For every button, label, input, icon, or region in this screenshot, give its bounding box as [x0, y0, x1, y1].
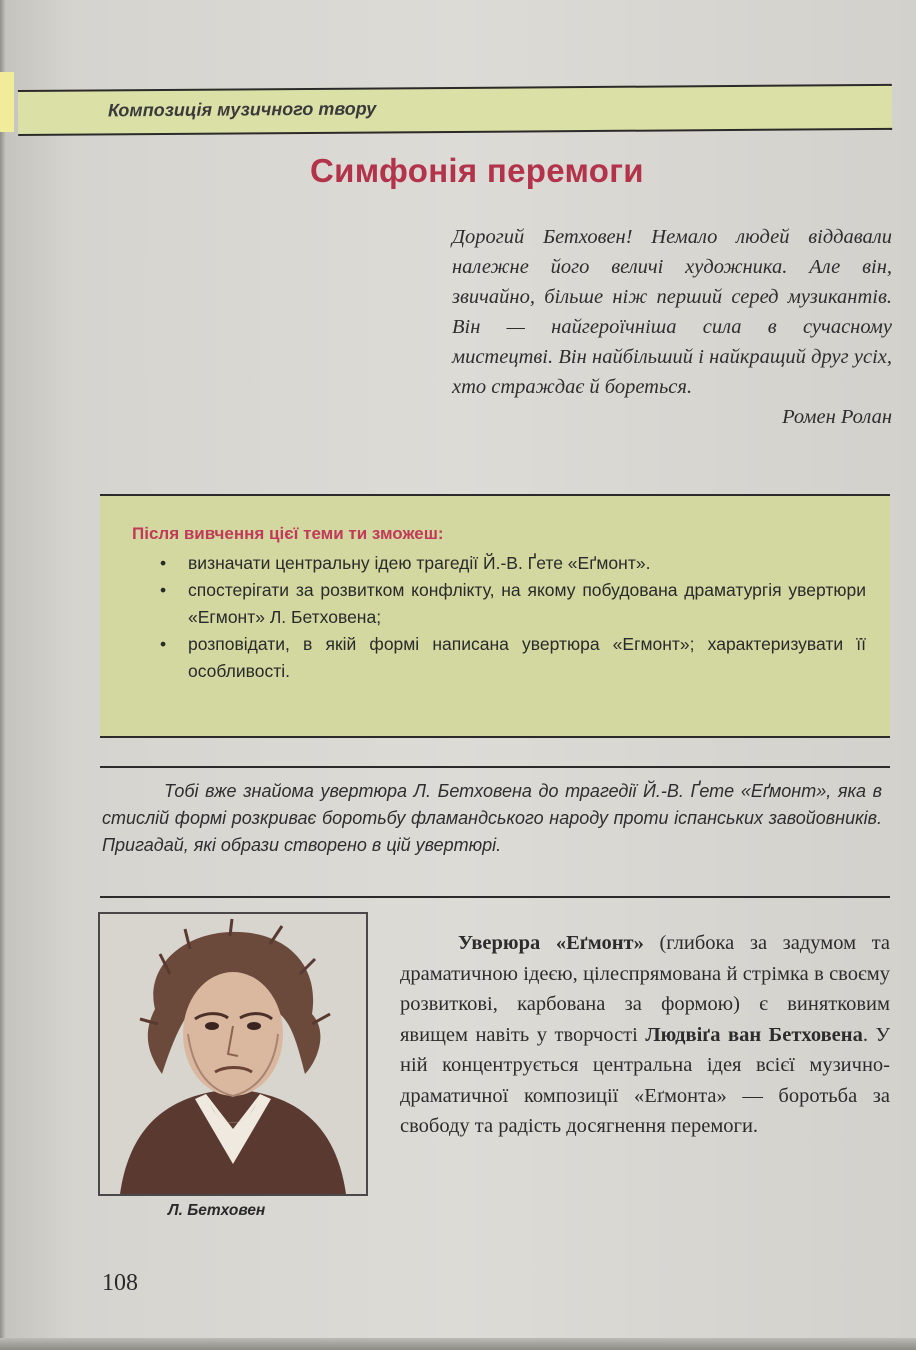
epigraph-text: Дорогий Бетховен! Немало людей віддавали належне його величі художника. Але він, звичайно, більше ніж перший серед музикантів. Він — найгероїчніша сила в сучасному мистецтві. Він найбільший і найкращий друг усіх, хто страждає й бореться. [452, 226, 892, 398]
portrait-caption: Л. Бетховен [168, 1202, 266, 1219]
learning-goals-title: Після вивчення цієї теми ти зможеш: [132, 524, 444, 543]
main-paragraph-lead: Уверюра «Еґмонт» [458, 932, 644, 954]
epigraph-author: Ромен Ролан [782, 406, 892, 428]
chapter-tab [0, 72, 14, 132]
beethoven-portrait-icon [100, 914, 366, 1194]
main-paragraph-part1: (глибока за задумом та драматичною ідеєю, цілеспрямована й стрімка в своєму розвиткові, карбована за формою) є винятковим явищем навіть у творчості [400, 932, 890, 1046]
page-binding-edge [0, 0, 6, 1350]
intro-paragraph: Тобі вже знайома увертюра Л. Бетховена до трагедії Й.-В. Ґете «Еґмонт», яка в стислій формі розкриває боротьбу фламандського народу проти іспанських завойовників. Пригадай, які образи створено в цій увертюрі. [102, 781, 882, 855]
main-paragraph [400, 928, 890, 1142]
page-bottom-edge [0, 1338, 916, 1350]
learning-goal-item: • розповідати, в якій формі написана увертюра «Егмонт»; характеризувати її особливості. [160, 631, 866, 685]
learning-goal-item: • спостерігати за розвитком конфлікту, на якому побудована драматургія увертюри «Егмонт» Л. Бетховена; [160, 577, 866, 631]
intro-bottom-divider [100, 896, 890, 898]
section-header-title: Композиція музичного твору [107, 98, 377, 121]
main-paragraph-composer: Людвіґа ван Бетховена [645, 1023, 863, 1046]
page-title: Симфонія перемоги [310, 152, 644, 189]
main-paragraph-part2: . У ній концентрується центральна ідея всієї музично-драматичної композиції «Еґмонта» — боротьба за свободу та радість досягнення перемоги. [400, 1023, 891, 1137]
intro-top-divider [100, 766, 890, 768]
learning-goals-box [100, 494, 890, 738]
page-number: 108 [102, 1270, 138, 1296]
learning-goals-list [160, 550, 866, 685]
epigraph [452, 222, 892, 432]
section-header-band [18, 84, 892, 136]
portrait-frame [98, 912, 368, 1196]
learning-goal-item: • визначати центральну ідею трагедії Й.-В. Ґете «Еґмонт». [160, 550, 866, 577]
